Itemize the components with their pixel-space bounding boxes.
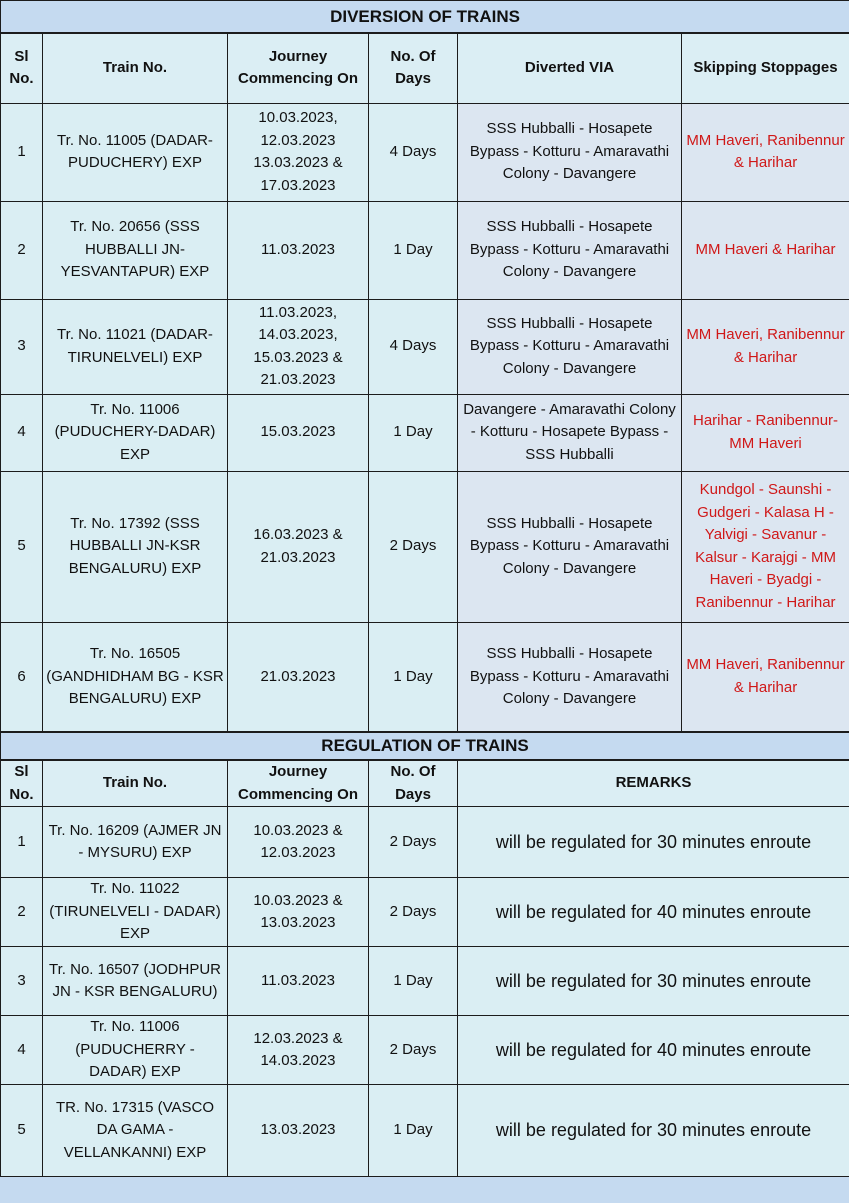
train-cell: Tr. No. 11006 (PUDUCHERRY - DADAR) EXP <box>43 1016 228 1085</box>
regulation-header-train: Train No. <box>43 760 228 807</box>
skip-cell: MM Haveri, Ranibennur & Harihar <box>682 299 849 394</box>
train-cell: TR. No. 17315 (VASCO DA GAMA - VELLANKANNI) EXP <box>43 1085 228 1177</box>
train-cell: Tr. No. 11022 (TIRUNELVELI - DADAR) EXP <box>43 878 228 947</box>
sl-cell: 1 <box>1 103 43 201</box>
sl-cell: 3 <box>1 299 43 394</box>
train-cell: Tr. No. 20656 (SSS HUBBALLI JN-YESVANTAPUR) EXP <box>43 201 228 299</box>
table-row <box>1 103 849 201</box>
sl-cell: 4 <box>1 394 43 471</box>
journey-cell: 10.03.2023, 12.03.2023 13.03.2023 & 17.03.2023 <box>228 103 369 201</box>
train-cell: Tr. No. 16505 (GANDHIDHAM BG - KSR BENGALURU) EXP <box>43 622 228 732</box>
diversion-title: DIVERSION OF TRAINS <box>1 1 849 34</box>
regulation-title: REGULATION OF TRAINS <box>1 732 849 760</box>
sl-cell: 5 <box>1 471 43 622</box>
journey-cell: 16.03.2023 & 21.03.2023 <box>228 471 369 622</box>
days-cell: 2 Days <box>369 878 458 947</box>
days-cell: 2 Days <box>369 1016 458 1085</box>
days-cell: 1 Day <box>369 1085 458 1177</box>
skip-cell: Harihar - Ranibennur- MM Haveri <box>682 394 849 471</box>
days-cell: 1 Day <box>369 947 458 1016</box>
sl-cell: 1 <box>1 807 43 878</box>
via-cell: SSS Hubballi - Hosapete Bypass - Kotturu - Amaravathi Colony - Davangere <box>458 201 682 299</box>
remarks-cell: will be regulated for 30 minutes enroute <box>458 1085 849 1177</box>
table-row <box>1 299 849 394</box>
sl-cell: 2 <box>1 201 43 299</box>
journey-cell: 10.03.2023 & 12.03.2023 <box>228 807 369 878</box>
via-cell: SSS Hubballi - Hosapete Bypass - Kotturu - Amaravathi Colony - Davangere <box>458 622 682 732</box>
skip-cell: Kundgol - Saunshi - Gudgeri - Kalasa H - Yalvigi - Savanur - Kalsur - Karajgi - MM Haveri - Byadgi - Ranibennur - Harihar <box>682 471 849 622</box>
skip-cell: MM Haveri & Harihar <box>682 201 849 299</box>
table-row <box>1 622 849 732</box>
remarks-cell: will be regulated for 30 minutes enroute <box>458 947 849 1016</box>
diversion-header-days: No. Of Days <box>369 33 458 103</box>
sl-cell: 5 <box>1 1085 43 1177</box>
via-cell: SSS Hubballi - Hosapete Bypass - Kotturu - Amaravathi Colony - Davangere <box>458 471 682 622</box>
remarks-cell: will be regulated for 40 minutes enroute <box>458 1016 849 1085</box>
journey-cell: 21.03.2023 <box>228 622 369 732</box>
days-cell: 4 Days <box>369 103 458 201</box>
journey-cell: 11.03.2023 <box>228 947 369 1016</box>
diversion-header-sl: Sl No. <box>1 33 43 103</box>
remarks-cell: will be regulated for 30 minutes enroute <box>458 807 849 878</box>
via-cell: SSS Hubballi - Hosapete Bypass - Kotturu - Amaravathi Colony - Davangere <box>458 299 682 394</box>
train-cell: Tr. No. 11021 (DADAR-TIRUNELVELI) EXP <box>43 299 228 394</box>
sl-cell: 2 <box>1 878 43 947</box>
table-row <box>1 394 849 471</box>
table-row <box>1 471 849 622</box>
sl-cell: 3 <box>1 947 43 1016</box>
journey-cell: 12.03.2023 & 14.03.2023 <box>228 1016 369 1085</box>
train-cell: Tr. No. 11006 (PUDUCHERY-DADAR) EXP <box>43 394 228 471</box>
train-cell: Tr. No. 16209 (AJMER JN - MYSURU) EXP <box>43 807 228 878</box>
days-cell: 1 Day <box>369 394 458 471</box>
train-cell: Tr. No. 16507 (JODHPUR JN - KSR BENGALURU) <box>43 947 228 1016</box>
days-cell: 1 Day <box>369 622 458 732</box>
via-cell: Davangere - Amaravathi Colony - Kotturu - Hosapete Bypass - SSS Hubballi <box>458 394 682 471</box>
regulation-header-remarks: REMARKS <box>458 760 849 807</box>
sl-cell: 4 <box>1 1016 43 1085</box>
days-cell: 4 Days <box>369 299 458 394</box>
days-cell: 2 Days <box>369 471 458 622</box>
table-row <box>1 947 849 1016</box>
sl-cell: 6 <box>1 622 43 732</box>
table-row <box>1 878 849 947</box>
days-cell: 2 Days <box>369 807 458 878</box>
diversion-header-journey: Journey Commencing On <box>228 33 369 103</box>
journey-cell: 10.03.2023 & 13.03.2023 <box>228 878 369 947</box>
regulation-header-days: No. Of Days <box>369 760 458 807</box>
journey-cell: 13.03.2023 <box>228 1085 369 1177</box>
diversion-header-train: Train No. <box>43 33 228 103</box>
diversion-header-via: Diverted VIA <box>458 33 682 103</box>
journey-cell: 11.03.2023 <box>228 201 369 299</box>
remarks-cell: will be regulated for 40 minutes enroute <box>458 878 849 947</box>
table-row <box>1 201 849 299</box>
table-row <box>1 1016 849 1085</box>
journey-cell: 11.03.2023, 14.03.2023, 15.03.2023 & 21.03.2023 <box>228 299 369 394</box>
bottom-band <box>0 1177 849 1203</box>
train-cell: Tr. No. 11005 (DADAR-PUDUCHERY) EXP <box>43 103 228 201</box>
train-cell: Tr. No. 17392 (SSS HUBBALLI JN-KSR BENGALURU) EXP <box>43 471 228 622</box>
via-cell: SSS Hubballi - Hosapete Bypass - Kotturu - Amaravathi Colony - Davangere <box>458 103 682 201</box>
days-cell: 1 Day <box>369 201 458 299</box>
regulation-header-journey: Journey Commencing On <box>228 760 369 807</box>
regulation-header-sl: Sl No. <box>1 760 43 807</box>
skip-cell: MM Haveri, Ranibennur & Harihar <box>682 103 849 201</box>
skip-cell: MM Haveri, Ranibennur & Harihar <box>682 622 849 732</box>
table-row <box>1 807 849 878</box>
journey-cell: 15.03.2023 <box>228 394 369 471</box>
table-row <box>1 1085 849 1177</box>
diversion-header-skip: Skipping Stoppages <box>682 33 849 103</box>
